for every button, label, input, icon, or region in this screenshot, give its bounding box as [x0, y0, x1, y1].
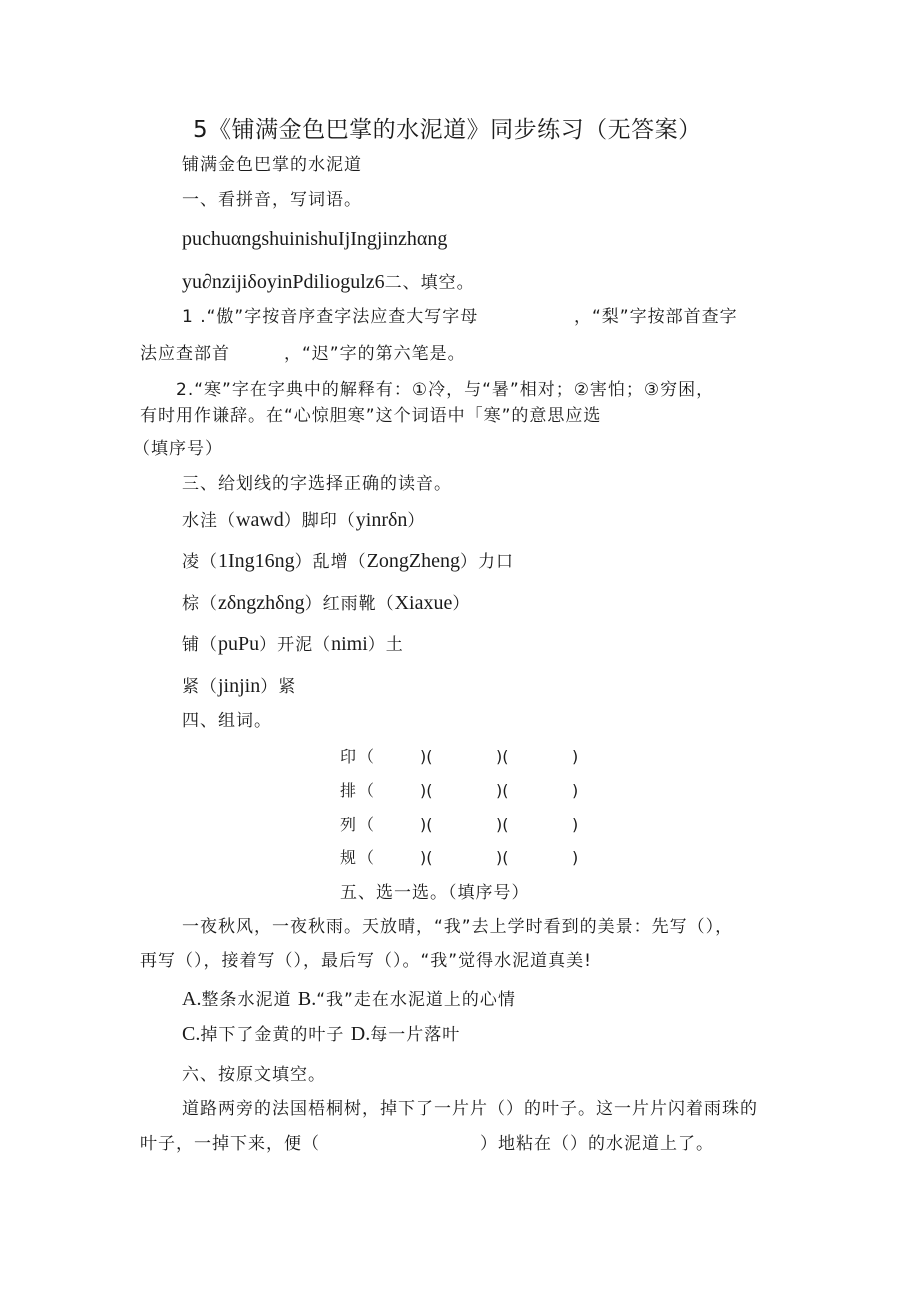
section6-para-line2-b: ）地粘在（）的水泥道上了。 [480, 1134, 714, 1154]
subtitle: 铺满金色巴掌的水泥道 [182, 155, 362, 175]
option-a-label: A. [182, 988, 202, 1010]
pinyin-line-1: puchuαngshuinishuIjIngjinzhαng [182, 228, 448, 250]
option-c-label: C. [182, 1023, 201, 1045]
pinyin-line-2-text: yu∂nzijiδoyinPdiliogulz6 [182, 271, 385, 293]
pronunciation-line-5: 紧（jinjin）紧 [182, 675, 297, 697]
option-d-label: D. [350, 1023, 371, 1045]
section5-heading: 五、选一选。（填序号） [340, 883, 530, 903]
section1-heading: 一、看拼音，写词语。 [182, 190, 362, 210]
pronunciation-line-1: 水洼（wawd）脚印（yinrδn） [182, 509, 426, 531]
option-b-label: B. [297, 988, 317, 1010]
q2-line3: （填序号） [133, 439, 223, 459]
q2-line2: 有时用作谦辞。在“心惊胆寒”这个词语中「寒”的意思应选 [140, 406, 602, 426]
pronunciation-line-2: 凌（1Ing16ng）乱增（ZongZheng）力口 [182, 550, 514, 572]
q1-line1-part-b: ，“梨”字按部首查字 [574, 307, 738, 327]
section6-heading: 六、按原文填空。 [182, 1065, 326, 1085]
option-a-text: 整条水泥道 [201, 990, 292, 1010]
section5-para-line1: 一夜秋风，一夜秋雨。天放晴，“我”去上学时看到的美景：先写（）， [182, 917, 734, 937]
pinyin-line-2 [182, 272, 475, 292]
section5-para-line2: 再写（），接着写（），最后写（）。“我”觉得水泥道真美! [140, 951, 592, 971]
q2-line1: 2.“寒”字在字典中的解释有：①冷，与“暑”相对；②害怕；③穷困， [176, 380, 715, 400]
q1-line2: 法应查部首 ，“迟”字的第六笔是。 [140, 344, 466, 364]
option-b-text: “我”走在水泥道上的心情 [316, 990, 516, 1010]
section6-para-line1: 道路两旁的法国梧桐树，掉下了一片片（）的叶子。这一片片闪着雨珠的 [182, 1099, 758, 1119]
pronunciation-line-3: 棕（zδngzhδng）红雨靴（Xiaxue） [182, 592, 471, 614]
options-line-cd [182, 1024, 460, 1044]
pronunciation-line-4: 铺（puPu）开泥（nimi）土 [182, 633, 404, 655]
section6-para-line2-a: 叶子，一掉下来，便（ [140, 1134, 320, 1154]
page-title: 5《铺满金色巴掌的水泥道》同步练习（无答案） [193, 117, 702, 143]
q1-line1-part-a: 1 .“傲”字按音序查字法应查大写字母 [182, 307, 479, 327]
section3-heading: 三、给划线的字选择正确的读音。 [182, 474, 452, 494]
option-d-text: 每一片落叶 [370, 1025, 461, 1045]
section4-heading: 四、组词。 [182, 711, 272, 731]
section2-heading: 二、填空。 [384, 273, 475, 293]
option-c-text: 掉下了金黄的叶子 [200, 1025, 345, 1045]
options-line-ab [182, 989, 516, 1009]
